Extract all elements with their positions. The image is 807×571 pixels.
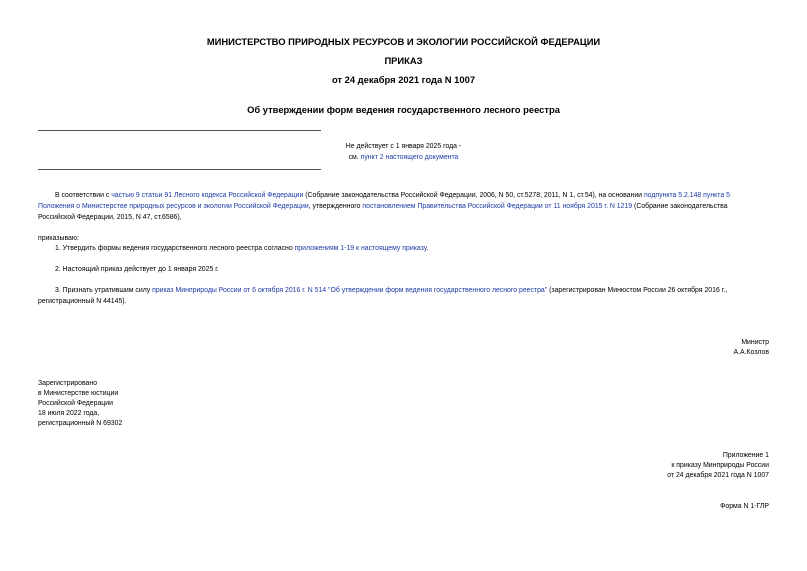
- registration-line-5: регистрационный N 69302: [38, 420, 123, 427]
- item-1-text: 1. Утвердить формы ведения государственного лесного реестра согласно: [55, 245, 295, 252]
- status-line-1: Не действует с 1 января 2025 года -: [345, 143, 462, 150]
- document-date-number: от 24 декабря 2021 года N 1007: [331, 74, 476, 85]
- order-word: приказываю:: [38, 235, 79, 242]
- appendix-line-3: от 24 декабря 2021 года N 1007: [667, 472, 769, 479]
- divider-bottom: [38, 169, 321, 170]
- status-line-2-prefix: см.: [348, 154, 361, 161]
- appendices-link[interactable]: приложениям 1-19 к настоящему приказу: [294, 245, 427, 252]
- document-type: ПРИКАЗ: [384, 55, 423, 66]
- item-3-end: (зарегистрирован Минюстом России 26 октября 2016 г.,: [547, 287, 728, 294]
- item-2: 2. Настоящий приказ действует до 1 января 2025 г.: [55, 266, 219, 273]
- preamble-text-1: В соответствии с: [55, 192, 112, 199]
- item-3-line-2: регистрационный N 44145).: [38, 298, 127, 305]
- item-3-text: 3. Признать утратившим силу: [55, 287, 153, 294]
- preamble-text-3: , утвержденного: [308, 203, 363, 210]
- subpoint-link[interactable]: подпункта 5.2.148 пункта 5: [643, 192, 730, 199]
- item-1-end: .: [426, 245, 429, 252]
- item-3-line-1: [55, 286, 727, 297]
- item-1: [55, 244, 428, 255]
- status-line-2: [0, 153, 807, 164]
- preamble-line-3: Российской Федерации, 2015, N 47, ст.6586),: [38, 214, 182, 221]
- registration-line-3: Российской Федерации: [38, 400, 113, 407]
- preamble-line-2: [38, 202, 728, 213]
- preamble-text-2: (Собрание законодательства Российской Федерации, 2006, N 50, ст.5278; 2011, N 1, ст.54), на основании: [303, 192, 644, 199]
- form-number: Форма N 1-ГЛР: [720, 503, 769, 510]
- signature-position: Министр: [741, 339, 769, 346]
- preamble-line-1: [55, 191, 730, 202]
- forest-code-link[interactable]: частью 9 статьи 91 Лесного кодекса Российской Федерации: [111, 192, 304, 199]
- appendix-line-1: Приложение 1: [722, 452, 769, 459]
- status-point-2-link[interactable]: пункт 2 настоящего документа: [360, 154, 459, 161]
- preamble-text-4: (Собрание законодательства: [632, 203, 728, 210]
- divider-top: [38, 130, 321, 131]
- ministry-regulation-link[interactable]: Положения о Министерстве природных ресурсов и экологии Российской Федерации: [38, 203, 309, 210]
- registration-line-1: Зарегистрировано: [38, 380, 98, 387]
- registration-line-2: в Министерстве юстиции: [38, 390, 119, 397]
- ministry-name: МИНИСТЕРСТВО ПРИРОДНЫХ РЕСУРСОВ И ЭКОЛОГИИ РОССИЙСКОЙ ФЕДЕРАЦИИ: [206, 36, 601, 47]
- government-decree-link[interactable]: постановлением Правительства Российской Федерации от 11 ноября 2015 г. N 1219: [362, 203, 633, 210]
- registration-line-4: 18 июля 2022 года,: [38, 410, 100, 417]
- signature-name: А.А.Козлов: [733, 349, 769, 356]
- appendix-line-2: к приказу Минприроды России: [671, 462, 769, 469]
- repealed-order-link[interactable]: приказ Минприроды России от 6 октября 2016 г. N 514 "Об утверждении форм ведения государственного лесного реестра": [152, 287, 548, 294]
- document-title: Об утверждении форм ведения государственного лесного реестра: [247, 104, 560, 115]
